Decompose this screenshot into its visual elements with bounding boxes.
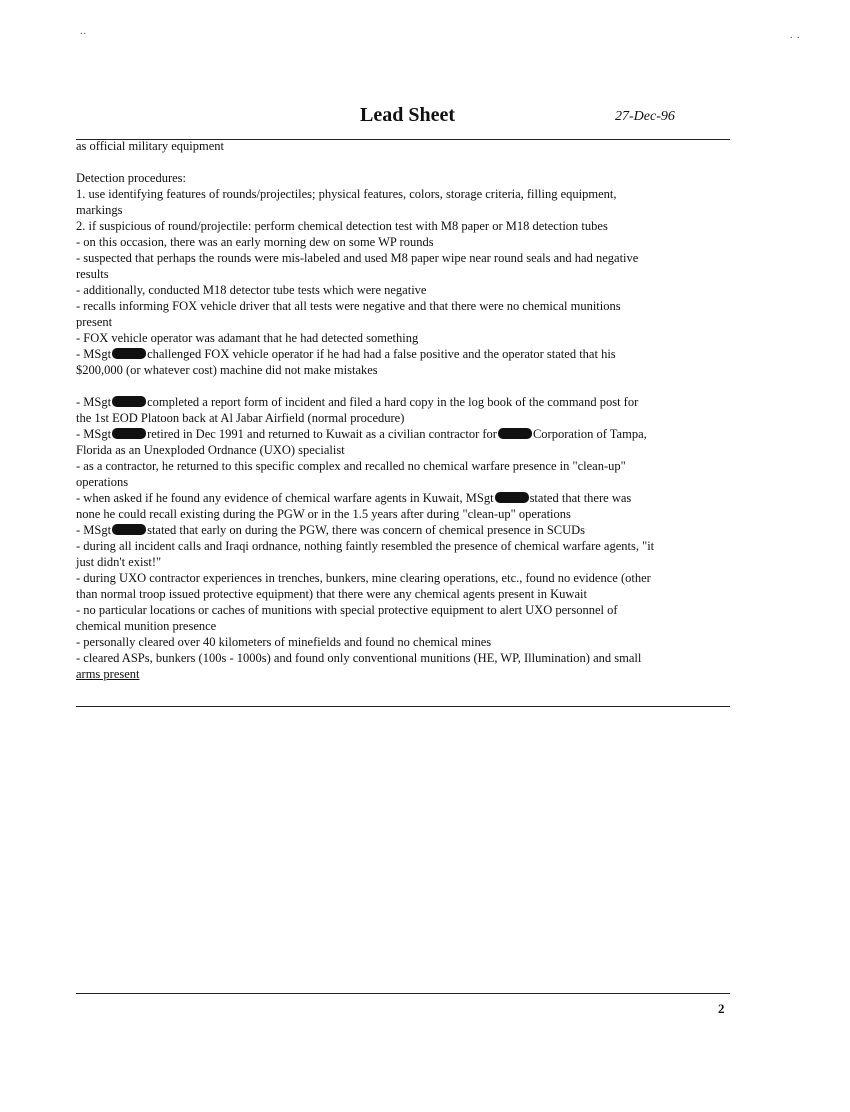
text-line (76, 490, 730, 506)
paragraph-gap (76, 378, 730, 394)
document-date: 27-Dec-96 (615, 109, 675, 124)
text-line (76, 522, 730, 538)
text-line: as official military equipment (76, 139, 224, 153)
scan-mark-top-left: .. (80, 26, 87, 37)
document-body (76, 138, 730, 682)
redaction-mark (112, 348, 146, 359)
scan-mark-top-right: . . (790, 30, 801, 41)
text-line: $200,000 (or whatever cost) machine did not make mistakes (76, 363, 378, 377)
text-line: Detection procedures: (76, 171, 187, 185)
text-line: just didn't exist!" (76, 555, 162, 569)
body-end-rule (76, 706, 730, 707)
text-line: - cleared ASPs, bunkers (100s - 1000s) and found only conventional munitions (HE, WP, Illumination) and small (76, 651, 642, 665)
text-segment: completed a report form of incident and filed a hard copy in the log book of the command post for (147, 395, 639, 409)
text-line: none he could recall existing during the PGW or in the 1.5 years after during "clean-up" operations (76, 507, 571, 521)
text-segment: - MSgt (76, 395, 112, 409)
text-line: - during all incident calls and Iraqi ordnance, nothing faintly resembled the presence of chemical warfare agents, "it (76, 539, 655, 553)
text-line: - suspected that perhaps the rounds were mis-labeled and used M8 paper wipe near round seals and had negative (76, 251, 639, 265)
text-line: markings (76, 203, 123, 217)
redaction-mark (112, 396, 146, 407)
text-line: operations (76, 475, 129, 489)
text-line: - personally cleared over 40 kilometers of minefields and found no chemical mines (76, 635, 492, 649)
text-line: - as a contractor, he returned to this specific complex and recalled no chemical warfare presence in "clean-up" (76, 459, 626, 473)
text-line (76, 394, 730, 410)
text-line: - FOX vehicle operator was adamant that he had detected something (76, 331, 419, 345)
text-segment: retired in Dec 1991 and returned to Kuwait as a civilian contractor for (147, 427, 497, 441)
text-line (76, 426, 730, 442)
text-line: Florida as an Unexploded Ordnance (UXO) specialist (76, 443, 345, 457)
paragraph-gap (76, 154, 730, 170)
document-title: Lead Sheet (360, 104, 455, 126)
text-segment: challenged FOX vehicle operator if he had had a false positive and the operator stated that his (147, 347, 616, 361)
text-line: - no particular locations or caches of munitions with special protective equipment to alert UXO personnel of (76, 603, 618, 617)
text-line: chemical munition presence (76, 619, 217, 633)
text-segment: - when asked if he found any evidence of chemical warfare agents in Kuwait, MSgt (76, 491, 494, 505)
text-line: than normal troop issued protective equipment) that there were any chemical agents present in Kuwait (76, 587, 587, 601)
text-segment: - MSgt (76, 427, 112, 441)
redaction-mark (112, 524, 146, 535)
text-line: - during UXO contractor experiences in trenches, bunkers, mine clearing operations, etc., found no evidence (other (76, 571, 651, 585)
page-number: 2 (718, 1001, 725, 1016)
redaction-mark (498, 428, 532, 439)
footer-rule (76, 993, 730, 994)
text-line: 1. use identifying features of rounds/projectiles; physical features, colors, storage criteria, filling equipment, (76, 187, 617, 201)
text-segment: stated that there was (529, 491, 632, 505)
text-line: present (76, 315, 113, 329)
text-segment: Corporation of Tampa, (532, 427, 647, 441)
text-segment: - MSgt (76, 347, 112, 361)
text-line: - on this occasion, there was an early morning dew on some WP rounds (76, 235, 434, 249)
text-line: 2. if suspicious of round/projectile: perform chemical detection test with M8 paper or M18 detection tubes (76, 219, 608, 233)
text-line: results (76, 267, 109, 281)
text-line: - recalls informing FOX vehicle driver that all tests were negative and that there were no chemical munitions (76, 299, 621, 313)
text-line (76, 346, 730, 362)
text-line: the 1st EOD Platoon back at Al Jabar Airfield (normal procedure) (76, 411, 405, 425)
text-segment: - MSgt (76, 523, 112, 537)
text-segment: stated that early on during the PGW, there was concern of chemical presence in SCUDs (147, 523, 586, 537)
text-line: arms present (76, 667, 140, 681)
text-line: - additionally, conducted M18 detector tube tests which were negative (76, 283, 427, 297)
page-header (76, 104, 730, 138)
redaction-mark (112, 428, 146, 439)
redaction-mark (495, 492, 529, 503)
